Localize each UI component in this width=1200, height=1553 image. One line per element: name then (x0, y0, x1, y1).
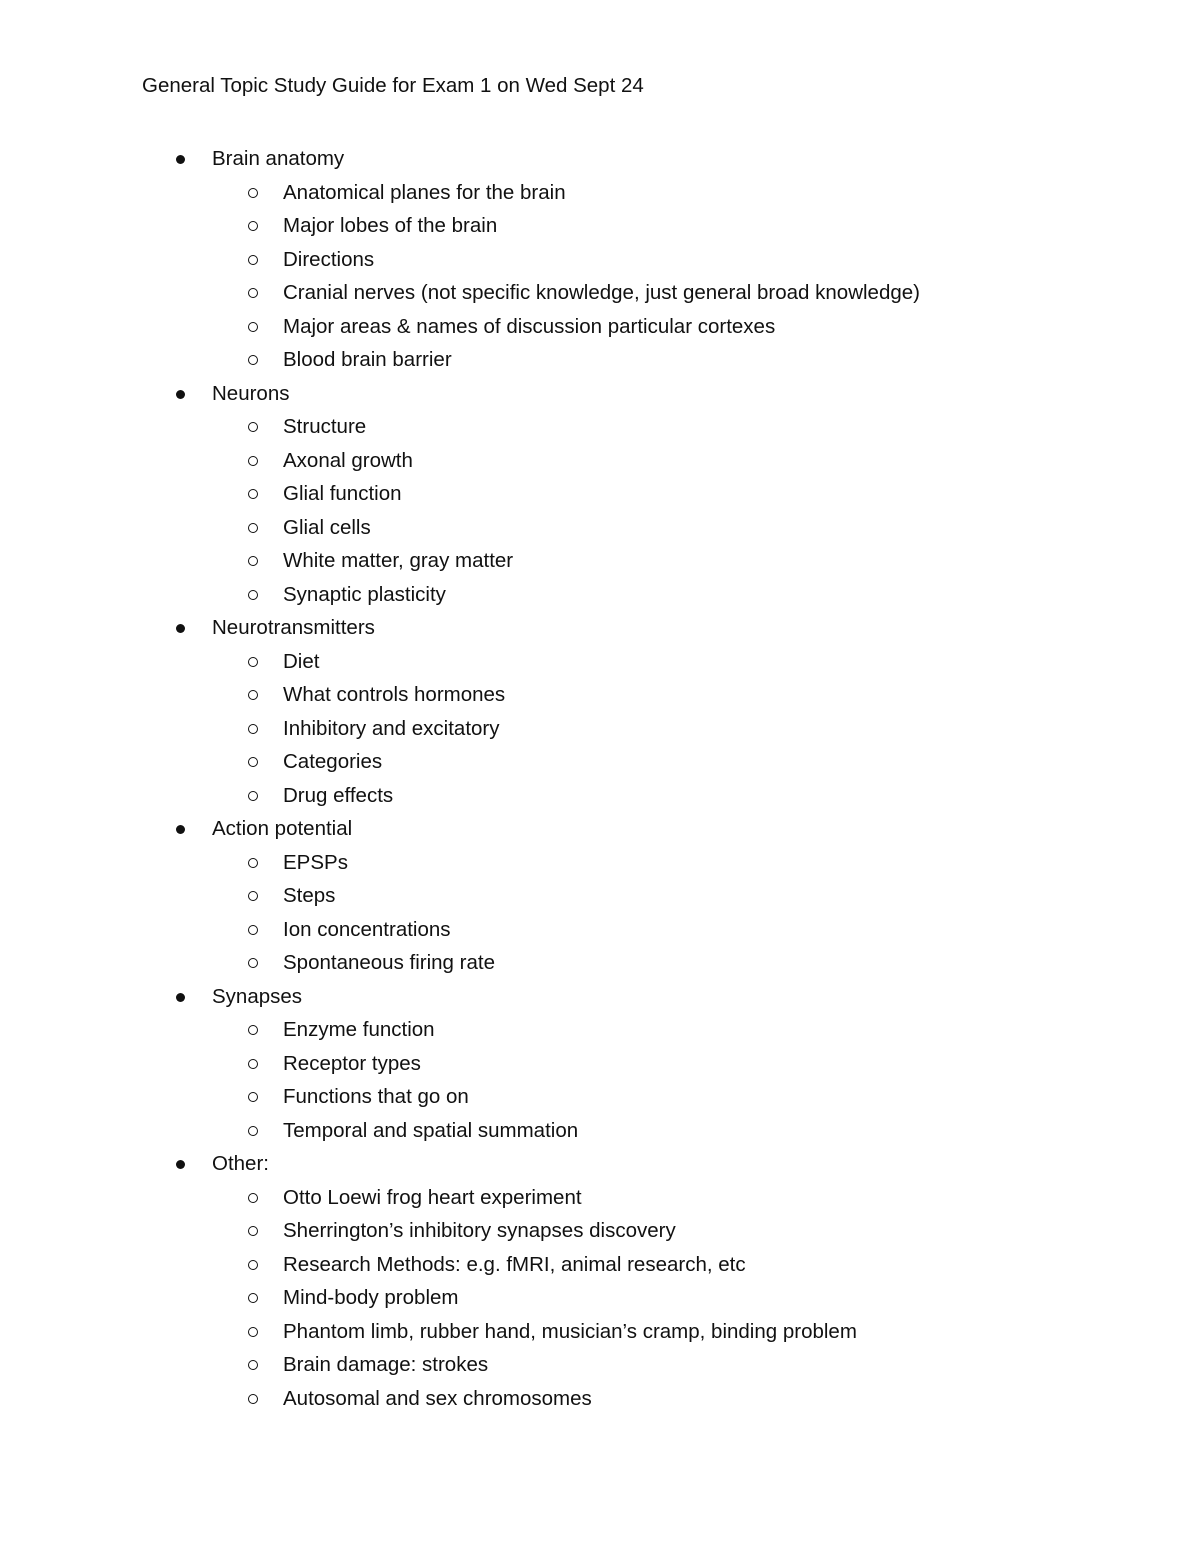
document-title: General Topic Study Guide for Exam 1 on Wed Sept 24 (142, 74, 644, 97)
bullet-circle-icon (248, 1260, 258, 1270)
bullet-circle-icon (248, 523, 258, 533)
subtopic-label: Cranial nerves (not specific knowledge, just general broad knowledge) (283, 281, 920, 304)
bullet-circle-icon (248, 791, 258, 801)
subtopic-label: Drug effects (283, 783, 394, 807)
bullet-circle-icon (248, 1025, 258, 1035)
subtopic-item (0, 879, 1200, 913)
subtopic-item (0, 477, 1200, 511)
subtopic-item (0, 1114, 1200, 1148)
bullet-circle-icon (248, 422, 258, 432)
topic-outline (0, 142, 1200, 1415)
subtopic-label: Phantom limb, rubber hand, musician’s cramp, binding problem (283, 1319, 857, 1343)
subtopic-item (0, 1013, 1200, 1047)
bullet-circle-icon (248, 1360, 258, 1370)
bullet-dot-icon (176, 624, 185, 633)
subtopic-label: Enzyme function (283, 1018, 435, 1041)
subtopic-item (0, 846, 1200, 880)
subtopic-list (0, 645, 1200, 813)
subtopic-item (0, 1315, 1200, 1349)
bullet-circle-icon (248, 757, 258, 767)
topic-label: Brain anatomy (212, 147, 345, 170)
subtopic-label: Steps (283, 884, 336, 907)
bullet-circle-icon (248, 255, 258, 265)
bullet-circle-icon (248, 288, 258, 298)
subtopic-label: Diet (283, 649, 320, 673)
subtopic-label: Categories (283, 750, 383, 773)
subtopic-item (0, 310, 1200, 344)
bullet-circle-icon (248, 1327, 258, 1337)
subtopic-item (0, 444, 1200, 478)
topic-label: Neurotransmitters (212, 616, 375, 639)
bullet-circle-icon (248, 724, 258, 734)
topic-label: Action potential (212, 817, 353, 840)
bullet-circle-icon (248, 1293, 258, 1303)
bullet-circle-icon (248, 657, 258, 667)
bullet-circle-icon (248, 456, 258, 466)
bullet-circle-icon (248, 590, 258, 600)
bullet-circle-icon (248, 489, 258, 499)
subtopic-label: Sherrington’s inhibitory synapses discovery (283, 1219, 676, 1242)
topic-item (0, 1147, 1200, 1415)
subtopic-item (0, 1047, 1200, 1081)
topic-row (0, 980, 1200, 1014)
subtopic-label: Axonal growth (283, 448, 413, 472)
subtopic-label: Major areas & names of discussion particular cortexes (283, 314, 776, 338)
bullet-circle-icon (248, 1092, 258, 1102)
bullet-dot-icon (176, 1160, 185, 1169)
subtopic-item (0, 209, 1200, 243)
subtopic-label: Functions that go on (283, 1085, 469, 1108)
subtopic-item (0, 1080, 1200, 1114)
topic-row (0, 611, 1200, 645)
subtopic-label: EPSPs (283, 850, 348, 874)
subtopic-label: Blood brain barrier (283, 348, 452, 371)
topic-label: Synapses (212, 984, 303, 1008)
subtopic-label: Glial function (283, 482, 402, 505)
topic-label: Other: (212, 1152, 269, 1175)
subtopic-item (0, 745, 1200, 779)
subtopic-item (0, 544, 1200, 578)
bullet-circle-icon (248, 891, 258, 901)
subtopic-list (0, 846, 1200, 980)
bullet-circle-icon (248, 355, 258, 365)
bullet-circle-icon (248, 1126, 258, 1136)
subtopic-label: Spontaneous firing rate (283, 951, 495, 974)
subtopic-item (0, 410, 1200, 444)
bullet-circle-icon (248, 221, 258, 231)
subtopic-label: Otto Loewi frog heart experiment (283, 1185, 582, 1209)
bullet-dot-icon (176, 155, 185, 164)
subtopic-label: Brain damage: strokes (283, 1353, 489, 1376)
topic-label: Neurons (212, 381, 290, 405)
bullet-circle-icon (248, 1226, 258, 1236)
subtopic-label: Anatomical planes for the brain (283, 180, 566, 204)
subtopic-label: Inhibitory and excitatory (283, 716, 500, 740)
topic-item (0, 611, 1200, 812)
subtopic-item (0, 578, 1200, 612)
bullet-circle-icon (248, 556, 258, 566)
subtopic-label: Research Methods: e.g. fMRI, animal research, etc (283, 1252, 746, 1276)
bullet-circle-icon (248, 858, 258, 868)
subtopic-label: Glial cells (283, 515, 371, 539)
subtopic-label: Ion concentrations (283, 917, 451, 941)
subtopic-item (0, 1281, 1200, 1315)
subtopic-label: Mind-body problem (283, 1286, 459, 1309)
subtopic-label: White matter, gray matter (283, 549, 514, 572)
subtopic-item (0, 913, 1200, 947)
subtopic-item (0, 712, 1200, 746)
subtopic-label: Structure (283, 415, 367, 438)
bullet-circle-icon (248, 958, 258, 968)
topic-row (0, 142, 1200, 176)
bullet-circle-icon (248, 188, 258, 198)
subtopic-item (0, 1214, 1200, 1248)
topic-row (0, 377, 1200, 411)
bullet-circle-icon (248, 1394, 258, 1404)
subtopic-label: Synaptic plasticity (283, 582, 446, 606)
bullet-dot-icon (176, 993, 185, 1002)
subtopic-item (0, 343, 1200, 377)
subtopic-label: Temporal and spatial summation (283, 1118, 579, 1142)
subtopic-item (0, 276, 1200, 310)
topic-row (0, 812, 1200, 846)
subtopic-label: What controls hormones (283, 683, 506, 706)
bullet-circle-icon (248, 690, 258, 700)
subtopic-item (0, 645, 1200, 679)
subtopic-label: Directions (283, 247, 375, 271)
topic-item (0, 812, 1200, 980)
subtopic-item (0, 946, 1200, 980)
subtopic-item (0, 511, 1200, 545)
subtopic-item (0, 176, 1200, 210)
bullet-circle-icon (248, 1193, 258, 1203)
topic-item (0, 980, 1200, 1148)
subtopic-item (0, 1181, 1200, 1215)
subtopic-item (0, 678, 1200, 712)
bullet-circle-icon (248, 1059, 258, 1069)
subtopic-label: Major lobes of the brain (283, 214, 498, 237)
subtopic-label: Autosomal and sex chromosomes (283, 1386, 592, 1410)
subtopic-item (0, 1248, 1200, 1282)
subtopic-list (0, 410, 1200, 611)
subtopic-label: Receptor types (283, 1051, 421, 1075)
subtopic-item (0, 779, 1200, 813)
subtopic-list (0, 1181, 1200, 1416)
topic-item (0, 142, 1200, 377)
topic-row (0, 1147, 1200, 1181)
bullet-circle-icon (248, 322, 258, 332)
topic-item (0, 377, 1200, 612)
subtopic-item (0, 1382, 1200, 1416)
bullet-dot-icon (176, 825, 185, 834)
subtopic-list (0, 1013, 1200, 1147)
subtopic-item (0, 1348, 1200, 1382)
subtopic-list (0, 176, 1200, 377)
subtopic-item (0, 243, 1200, 277)
bullet-dot-icon (176, 390, 185, 399)
bullet-circle-icon (248, 925, 258, 935)
